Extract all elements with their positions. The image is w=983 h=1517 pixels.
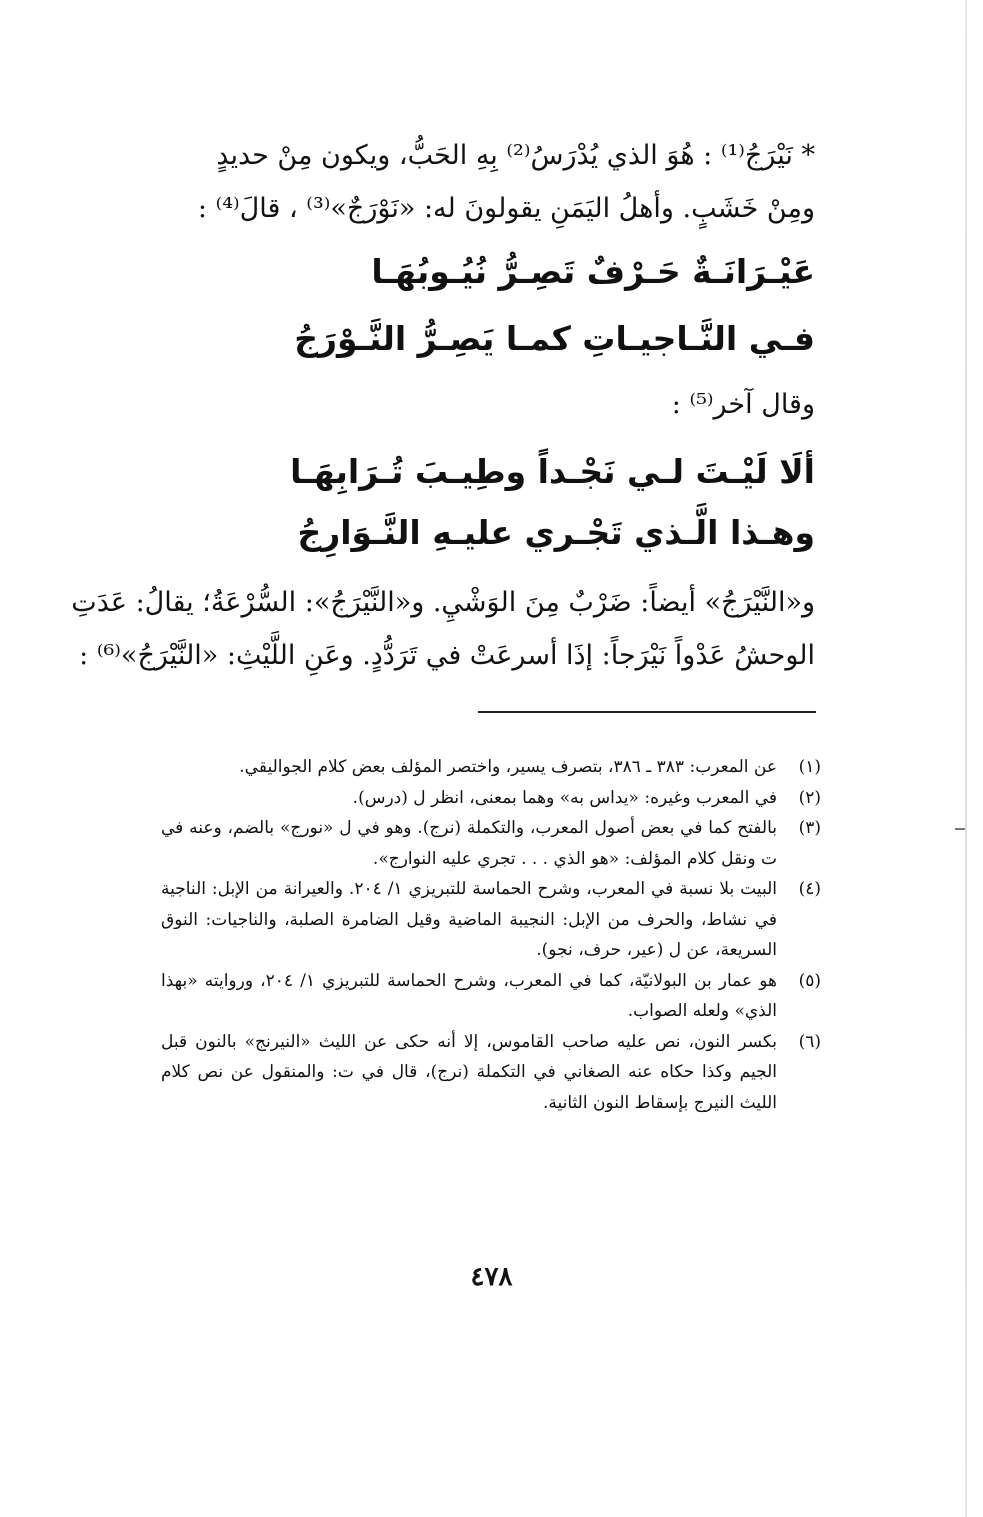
verse-2-line-2: وهـذا الَّـذي تَجْـري عليـهِ النَّـوَارِجُ — [297, 513, 815, 552]
footnote-text: بكسر النون، نص عليه صاحب القاموس، إلا أنه حكى عن الليث «النيرنج» بالنون قبل الجيم وكذا حكاه عنه الصغاني في التكملة (نرج)، قال في ت: والمنقول عن نص كلام الليث النيرج بإسقاط النون الثانية. — [161, 1031, 777, 1113]
paragraph-line-1: و«النَّيْرَجُ» أيضاً: ضَرْبٌ مِنَ الوَشْيِ. و«النَّيْرَجُ»: السُّرْعَةُ؛ يقالُ: عَدَتِ — [71, 587, 815, 618]
footnote-number: (٣) — [798, 818, 821, 838]
footnote-number: (٦) — [798, 1031, 821, 1052]
entry-line-2: ومِنْ خَشَبٍ. وأهلُ اليَمَنِ يقولونَ له: «نَوْرَجٌ»⁽³⁾ ، قالَ⁽⁴⁾ : — [197, 193, 815, 224]
footnote-separator — [478, 711, 816, 713]
verse-2-line-1: ألَا لَيْـتَ لـي نَجْـداً وطِيـبَ تُـرَابِهَـا — [290, 452, 815, 491]
page-number: ٤٧٨ — [470, 1262, 513, 1292]
verse-1-line-1: عَيْـرَانَـةٌ حَـرْفٌ تَصِـرُّ نُيُـوبُهَـا — [371, 252, 815, 291]
verse-1-line-2: فـي النَّـاجيـاتِ كمـا يَصِـرُّ النَّـوْرَجُ — [294, 319, 815, 358]
footnote-text: عن المعرب: ٣٨٣ ـ ٣٨٦، بتصرف يسير، واختصر المؤلف بعض كلام الجواليقي. — [239, 757, 777, 777]
footnote-number: (٤) — [798, 879, 821, 899]
footnote-2 — [161, 783, 821, 814]
entry-line-1: * نَيْرَجُ⁽¹⁾ : هُوَ الذي يُدْرَسُ⁽²⁾ بِهِ الحَبُّ، ويكون مِنْ حديدٍ — [216, 140, 815, 171]
footnote-4 — [161, 874, 821, 966]
footnote-text: بالفتح كما في بعض أصول المعرب، والتكملة (نرج). وهو في ل «نورج» بالضم، وعنه في ت ونقل كلام المؤلف: «هو الذي . . . تجري عليه النوارج». — [161, 818, 777, 869]
footnote-3 — [161, 813, 821, 874]
footnote-number: (٢) — [798, 787, 821, 808]
footnote-number: (٥) — [798, 970, 821, 991]
footnote-1 — [161, 752, 821, 783]
footnote-6 — [161, 1027, 821, 1119]
footnote-5 — [161, 966, 821, 1027]
footnote-text: هو عمار بن البولانيّة، كما في المعرب، وشرح الحماسة للتبريزي ١/ ٢٠٤، وروايته «بهذا الذي» ولعله الصواب. — [161, 970, 777, 1021]
footnotes-section — [161, 752, 821, 1118]
footnote-text: في المعرب وغيره: «يداس به» وهما بمعنى، انظر ل (درس). — [352, 787, 777, 808]
scan-margin-mark — [955, 828, 965, 830]
paragraph-line-2: الوحشُ عَدْواً نَيْرَجاً: إذَا أسرعَتْ في تَرَدُّدٍ. وعَنِ اللَّيْثِ: «النَّيْرَجُ»⁽⁶⁾ : — [79, 640, 815, 671]
intro-line: وقال آخر⁽⁵⁾ : — [671, 389, 815, 420]
footnote-text: البيت بلا نسبة في المعرب، وشرح الحماسة للتبريزي ١/ ٢٠٤. والعيرانة من الإبل: الناجية في نشاط، والحرف من الإبل: النجيبة الماضية وقيل الضامرة الصلبة، والناجيات: النوق السريعة، عن ل (عير، حرف، نجو). — [161, 879, 777, 960]
footnote-number: (١) — [798, 757, 821, 777]
